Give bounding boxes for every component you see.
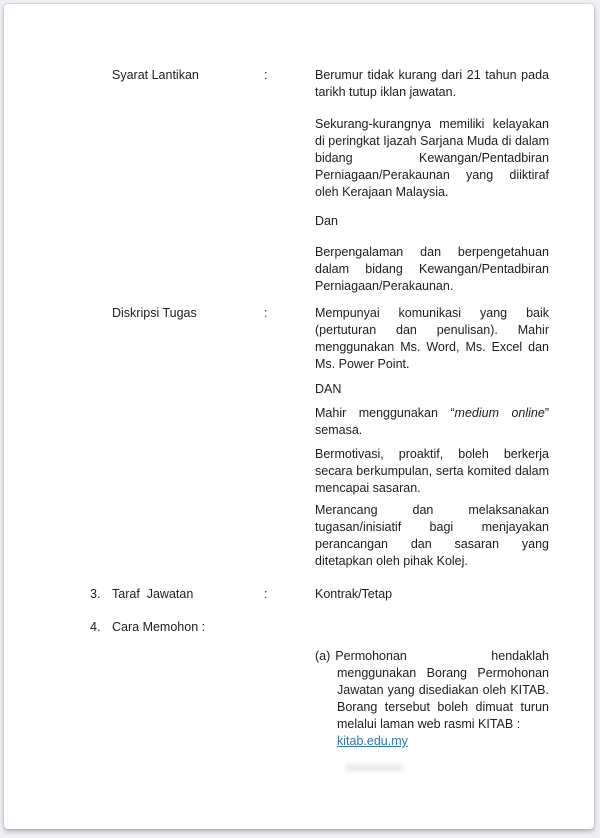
paragraph-dan-caps: DAN xyxy=(315,382,342,396)
paragraph-application-instruction xyxy=(315,648,549,750)
value-kontrak-tetap: Kontrak/Tetap xyxy=(315,587,393,601)
section-label-diskripsi-tugas: Diskripsi Tugas xyxy=(112,306,197,320)
section-number xyxy=(90,67,112,295)
section-diskripsi-tugas xyxy=(90,305,594,570)
section-label-syarat-lantikan: Syarat Lantikan xyxy=(112,68,199,82)
paragraph-dan: Dan xyxy=(315,214,338,228)
section-number: 4. xyxy=(90,620,101,634)
paragraph-motivation: Bermotivasi, proaktif, boleh berkerja secara berkumpulan, serta komited dalam mencapai sasaran. xyxy=(315,447,549,495)
section-label-taraf-jawatan: Taraf Jawatan xyxy=(112,587,194,601)
section-taraf-jawatan xyxy=(90,586,594,603)
colon-separator: : xyxy=(264,68,268,82)
medium-online-suffix: ” semasa. xyxy=(315,406,549,437)
paragraph-age-requirement: Berumur tidak kurang dari 21 tahun pada tarikh tutup iklan jawatan. xyxy=(315,68,549,99)
paragraph-planning: Merancang dan melaksanakan tugasan/inisiatif bagi menjayakan perancangan dan sasaran yang ditetapkan oleh pihak Kolej. xyxy=(315,503,549,568)
medium-online-italic: medium online xyxy=(454,406,545,420)
section-number: 3. xyxy=(90,587,101,601)
paragraph-experience: Berpengalaman dan berpengetahuan dalam bidang Kewangan/Pentadbiran Perniagaan/Perakaunan. xyxy=(315,245,549,293)
section-syarat-lantikan xyxy=(90,67,594,295)
document-page xyxy=(4,4,594,829)
colon-separator: : xyxy=(264,306,268,320)
kitab-website-link[interactable]: kitab.edu.my xyxy=(337,734,408,748)
colon-separator: : xyxy=(264,587,268,601)
medium-online-prefix: Mahir menggunakan “ xyxy=(315,406,455,420)
section-number xyxy=(90,305,112,570)
paragraph-qualification: Sekurang-kurangnya memiliki kelayakan di peringkat Ijazah Sarjana Muda di dalam bidang Kewangan/Pentadbiran Perniagaan/Perakaunan yang diiktiraf oleh Kerajaan Malaysia. xyxy=(315,117,549,199)
paragraph-medium-online xyxy=(315,405,549,439)
list-marker-a: (a) xyxy=(315,649,331,663)
application-instruction-text: Permohonan hendaklah menggunakan Borang Permohonan Jawatan yang disediakan oleh KITAB. Borang tersebut boleh dimuat turun melalui laman web rasmi KITAB : xyxy=(335,649,549,731)
section-label-cara-memohon: Cara Memohon : xyxy=(112,620,206,634)
section-cara-memohon xyxy=(90,619,594,636)
application-instruction-row xyxy=(90,648,594,771)
bleed-through-mark xyxy=(345,764,403,771)
paragraph-communication: Mempunyai komunikasi yang baik (pertuturan dan penulisan). Mahir menggunakan Ms. Word, Ms. Excel dan Ms. Power Point. xyxy=(315,306,549,371)
colon-separator xyxy=(264,619,315,636)
